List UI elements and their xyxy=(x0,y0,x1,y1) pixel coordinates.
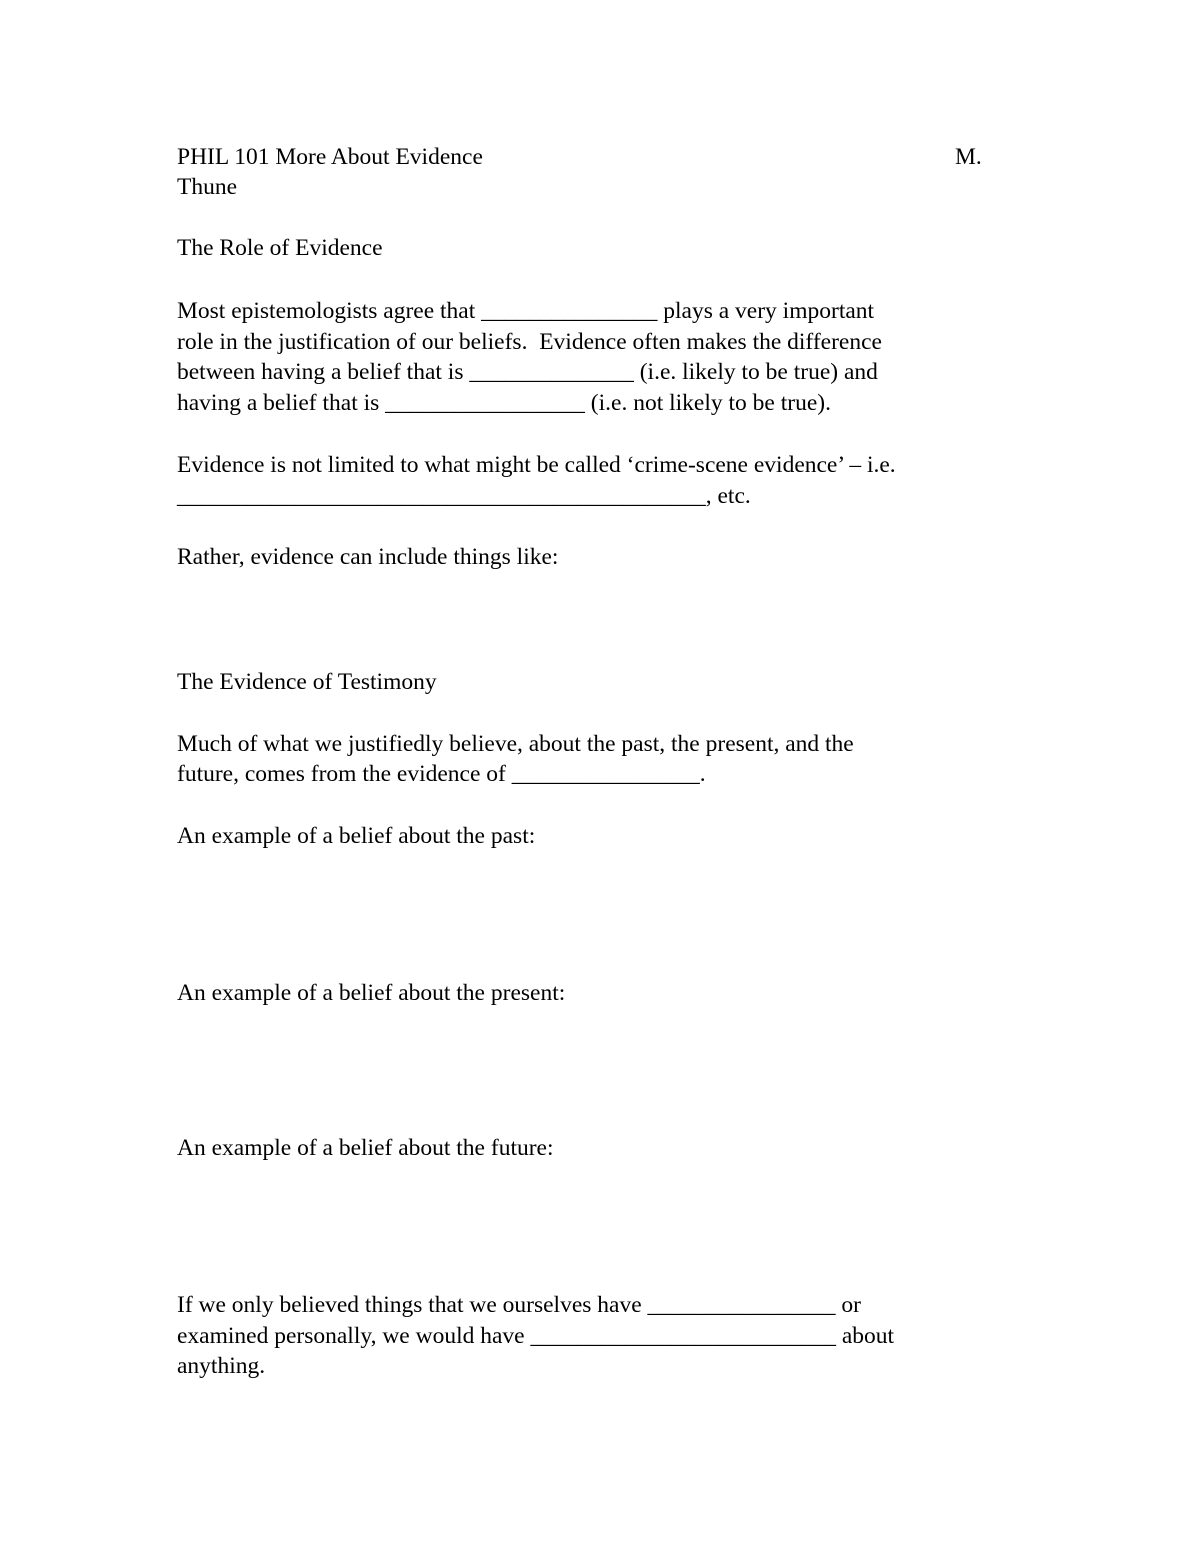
prompt-example-future: An example of a belief about the future: xyxy=(177,1135,554,1161)
paragraph-line: _____________________________________________, etc. xyxy=(177,483,751,509)
paragraph-line: having a belief that is _________________ (i.e. not likely to be true). xyxy=(177,390,831,416)
prompt-example-present: An example of a belief about the present: xyxy=(177,980,566,1006)
author-surname: Thune xyxy=(177,174,238,200)
paragraph-line: Rather, evidence can include things like: xyxy=(177,544,559,570)
course-title: PHIL 101 More About Evidence xyxy=(177,144,483,170)
paragraph-line: between having a belief that is ______________ (i.e. likely to be true) and xyxy=(177,359,878,385)
paragraph-line: examined personally, we would have __________________________ about xyxy=(177,1323,895,1349)
paragraph-line: anything. xyxy=(177,1353,266,1379)
paragraph-line: future, comes from the evidence of ________________. xyxy=(177,761,706,787)
paragraph-line: If we only believed things that we ourselves have ________________ or xyxy=(177,1292,861,1318)
prompt-example-past: An example of a belief about the past: xyxy=(177,823,536,849)
paragraph-line: role in the justification of our beliefs. Evidence often makes the difference xyxy=(177,329,882,355)
paragraph-line: Evidence is not limited to what might be called ‘crime-scene evidence’ – i.e. xyxy=(177,452,896,478)
section-heading-evidence-of-testimony: The Evidence of Testimony xyxy=(177,669,437,695)
section-heading-role-of-evidence: The Role of Evidence xyxy=(177,235,383,261)
author-initial: M. xyxy=(955,144,982,170)
paragraph-line: Much of what we justifiedly believe, about the past, the present, and the xyxy=(177,731,854,757)
paragraph-line: Most epistemologists agree that _______________ plays a very important xyxy=(177,298,875,324)
